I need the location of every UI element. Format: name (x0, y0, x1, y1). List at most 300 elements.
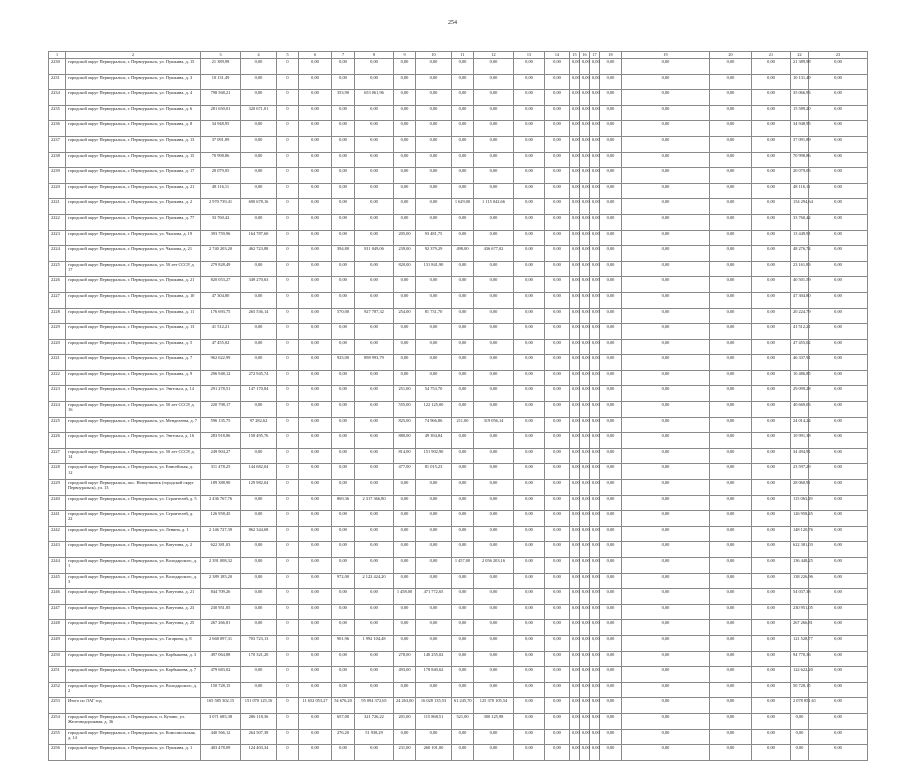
value-cell: 0,00 (514, 573, 545, 589)
value-cell: 0,00 (710, 682, 752, 698)
row-number-cell: 2246 (49, 589, 66, 605)
value-cell: 0,00 (752, 464, 791, 480)
value-cell: 0,00 (299, 308, 332, 324)
value-cell: 0 (277, 604, 299, 620)
value-cell: 0,00 (580, 698, 590, 714)
value-cell: 0,00 (710, 464, 752, 480)
value-cell: 0,00 (299, 292, 332, 308)
value-cell: 0,00 (580, 183, 590, 199)
value-cell: 23 161,83 (791, 261, 809, 277)
row-number-cell: 2235 (49, 105, 66, 121)
value-cell: 0,00 (710, 526, 752, 542)
value-cell: 0,00 (710, 183, 752, 199)
value-cell: 0,00 (545, 604, 570, 620)
table-row (49, 651, 868, 667)
value-cell: 0,00 (332, 745, 355, 761)
value-cell: 24 014,24 (791, 417, 809, 433)
value-cell: 0,00 (545, 230, 570, 246)
value-cell: 0,00 (710, 246, 752, 262)
value-cell: 972,00 (332, 573, 355, 589)
value-cell: 0,00 (809, 558, 868, 574)
value-cell: 0,00 (600, 105, 622, 121)
value-cell: 0,00 (514, 121, 545, 137)
value-cell: 0,00 (622, 651, 710, 667)
value-cell: 0,00 (622, 635, 710, 651)
value-cell: 0,00 (590, 136, 600, 152)
value-cell: 0,00 (752, 183, 791, 199)
column-number-cell: 1 (49, 52, 66, 59)
value-cell: 0,00 (545, 339, 570, 355)
value-cell: 0,00 (622, 214, 710, 230)
value-cell: 0 (277, 589, 299, 605)
value-cell: 0,00 (600, 620, 622, 636)
value-cell: 0,00 (452, 433, 474, 449)
value-cell: 0,00 (474, 526, 514, 542)
value-cell: 0,00 (809, 542, 868, 558)
value-cell: 230 951,05 (201, 604, 241, 620)
column-number-cell: 23 (809, 52, 868, 59)
value-cell: 0,00 (710, 667, 752, 683)
value-cell: 0,00 (600, 74, 622, 90)
address-cell: городской округ Первоуральск, г. Первоуральск, ул. Пушкина, д. 21 (66, 277, 201, 293)
value-cell: 0,00 (416, 105, 452, 121)
value-cell: 0,00 (600, 745, 622, 761)
table-row (49, 168, 868, 184)
value-cell: 0,00 (474, 121, 514, 137)
value-cell: 0,00 (394, 168, 416, 184)
value-cell: 0,00 (570, 230, 580, 246)
value-cell: 0,00 (622, 199, 710, 215)
value-cell: 0,00 (590, 277, 600, 293)
value-cell: 0,00 (545, 59, 570, 75)
value-cell: 0 (277, 105, 299, 121)
value-cell: 0,00 (580, 558, 590, 574)
value-cell: 0,00 (752, 495, 791, 511)
value-cell: 0,00 (600, 136, 622, 152)
value-cell: 0,00 (580, 651, 590, 667)
value-cell: 0,00 (752, 199, 791, 215)
value-cell: 0,00 (752, 667, 791, 683)
value-cell: 0,00 (452, 526, 474, 542)
value-cell: 0,00 (332, 199, 355, 215)
value-cell: 0,00 (570, 168, 580, 184)
value-cell: 0,00 (355, 121, 394, 137)
column-number-cell: 13 (514, 52, 545, 59)
value-cell: 0,00 (355, 105, 394, 121)
value-cell: 0,00 (809, 698, 868, 714)
value-cell: 70 998,86 (201, 152, 241, 168)
value-cell: 0,00 (570, 183, 580, 199)
row-number-cell: 2230 (49, 59, 66, 75)
value-cell: 291 278,51 (201, 386, 241, 402)
value-cell: 220 798,17 (201, 402, 241, 418)
value-cell: 61 245,70 (452, 698, 474, 714)
value-cell: 0,00 (570, 651, 580, 667)
value-cell: 0,00 (452, 168, 474, 184)
value-cell: 0,00 (394, 542, 416, 558)
value-cell: 0,00 (514, 480, 545, 496)
value-cell: 0,00 (514, 729, 545, 745)
value-cell: 0,00 (241, 152, 277, 168)
value-cell: 0,00 (622, 74, 710, 90)
value-cell: 0,00 (416, 682, 452, 698)
value-cell: 0,00 (514, 324, 545, 340)
value-cell: 0,00 (590, 246, 600, 262)
value-cell: 0,00 (752, 745, 791, 761)
value-cell: 300 125,98 (474, 713, 514, 729)
value-cell: 0,00 (474, 729, 514, 745)
value-cell: 0,00 (394, 199, 416, 215)
value-cell: 0 (277, 74, 299, 90)
value-cell: 0,00 (580, 480, 590, 496)
value-cell: 0,00 (600, 121, 622, 137)
value-cell: 95 094 372,65 (355, 698, 394, 714)
column-number-cell: 7 (332, 52, 355, 59)
value-cell: 0,00 (580, 542, 590, 558)
value-cell: 0,00 (545, 542, 570, 558)
value-cell: 0,00 (355, 370, 394, 386)
address-cell: городской округ Первоуральск, г. Первоуральск, ул. Пушкина, д. 13 (66, 136, 201, 152)
value-cell: 0,00 (710, 511, 752, 527)
value-cell: 0,00 (590, 339, 600, 355)
value-cell: 0,00 (299, 90, 332, 106)
value-cell: 320 671,01 (241, 105, 277, 121)
value-cell: 0,00 (600, 183, 622, 199)
value-cell: 0,00 (622, 183, 710, 199)
value-cell: 0,00 (452, 230, 474, 246)
value-cell: 0,00 (452, 620, 474, 636)
value-cell: 0,00 (416, 573, 452, 589)
value-cell: 0,00 (452, 573, 474, 589)
value-cell: 862 344,68 (241, 526, 277, 542)
value-cell: 0 (277, 199, 299, 215)
value-cell: 0,00 (752, 573, 791, 589)
value-cell: 493,00 (394, 667, 416, 683)
value-cell: 0,00 (394, 729, 416, 745)
value-cell: 0,00 (580, 433, 590, 449)
value-cell: 29 099,28 (791, 386, 809, 402)
value-cell: 0,00 (545, 480, 570, 496)
value-cell: 0,00 (809, 729, 868, 745)
value-cell: 0 (277, 698, 299, 714)
address-cell: городской округ Первоуральск, г. Первоуральск, ул. Ватутина, д. 25 (66, 620, 201, 636)
value-cell: 0,00 (241, 402, 277, 418)
value-cell: 0,00 (545, 90, 570, 106)
value-cell: 2 436 767,76 (201, 495, 241, 511)
value-cell: 0,00 (600, 682, 622, 698)
value-cell: 0,00 (570, 573, 580, 589)
value-cell: 0,00 (570, 339, 580, 355)
value-cell: 596 135,75 (201, 417, 241, 433)
value-cell: 0,00 (580, 355, 590, 371)
value-cell: 0,00 (809, 495, 868, 511)
value-cell: 50 728,15 (791, 682, 809, 698)
value-cell: 0,00 (580, 495, 590, 511)
value-cell: 140 255,02 (416, 651, 452, 667)
value-cell: 0,00 (452, 402, 474, 418)
value-cell: 0,00 (474, 230, 514, 246)
address-cell: Итого по ЛАГ год (66, 698, 201, 714)
value-cell: 0,00 (590, 417, 600, 433)
value-cell: 267 266,81 (791, 620, 809, 636)
value-cell: 0,00 (474, 464, 514, 480)
value-cell: 3 071 685,38 (201, 713, 241, 729)
value-cell: 0,00 (452, 261, 474, 277)
column-number-cell: 14 (545, 52, 570, 59)
value-cell: 0,00 (394, 152, 416, 168)
address-cell: городской округ Первоуральск, г. Первоуральск, ул. Пушкина, д. 3 (66, 74, 201, 90)
value-cell: 0,00 (710, 713, 752, 729)
value-cell: 0,00 (355, 324, 394, 340)
value-cell: 0,00 (570, 277, 580, 293)
column-number-cell: 2 (66, 52, 201, 59)
value-cell: 0,00 (600, 729, 622, 745)
value-cell: 0,00 (514, 604, 545, 620)
value-cell: 0,00 (545, 558, 570, 574)
value-cell: 0,00 (570, 464, 580, 480)
value-cell: 0,00 (299, 635, 332, 651)
value-cell: 0,00 (600, 589, 622, 605)
table-row (49, 74, 868, 90)
value-cell: 170 321,20 (241, 651, 277, 667)
table-row (49, 417, 868, 433)
value-cell: 0,00 (474, 90, 514, 106)
value-cell: 0,00 (809, 448, 868, 464)
value-cell: 0,00 (514, 464, 545, 480)
value-cell: 0 (277, 745, 299, 761)
value-cell: 0,00 (580, 745, 590, 761)
value-cell: 92 379,29 (416, 246, 452, 262)
value-cell: 0,00 (416, 214, 452, 230)
value-cell: 0,00 (590, 635, 600, 651)
value-cell: 690 678,16 (241, 199, 277, 215)
value-cell: 0,00 (809, 417, 868, 433)
row-number-cell: 2240 (49, 495, 66, 511)
value-cell: 0 (277, 183, 299, 199)
value-cell: 0 (277, 448, 299, 464)
value-cell: 0,00 (299, 246, 332, 262)
value-cell: 0,00 (791, 713, 809, 729)
value-cell: 0,00 (570, 589, 580, 605)
value-cell: 0,00 (474, 214, 514, 230)
value-cell: 0,00 (452, 542, 474, 558)
value-cell: 0,00 (332, 261, 355, 277)
value-cell: 0,00 (355, 199, 394, 215)
value-cell: 0,00 (622, 152, 710, 168)
value-cell: 0 (277, 713, 299, 729)
value-cell: 0,00 (710, 480, 752, 496)
value-cell: 0,00 (452, 511, 474, 527)
value-cell: 0,00 (474, 667, 514, 683)
value-cell: 436 677,02 (474, 246, 514, 262)
value-cell: 0,00 (580, 511, 590, 527)
value-cell: 0,00 (545, 355, 570, 371)
value-cell: 0,00 (570, 635, 580, 651)
value-cell: 2 740 203,20 (201, 246, 241, 262)
value-cell: 0,00 (590, 480, 600, 496)
value-cell: 820,00 (394, 261, 416, 277)
value-cell: 33 760,42 (201, 214, 241, 230)
value-cell: 126 958,45 (201, 511, 241, 527)
value-cell: 0,00 (514, 370, 545, 386)
value-cell: 0,00 (710, 121, 752, 137)
value-cell: 0,00 (590, 495, 600, 511)
value-cell: 0,00 (355, 402, 394, 418)
value-cell: 0,00 (355, 745, 394, 761)
value-cell: 471 772,65 (416, 589, 452, 605)
value-cell: 0,00 (545, 121, 570, 137)
value-cell: 0,00 (710, 324, 752, 340)
value-cell: 0,00 (590, 433, 600, 449)
value-cell: 0,00 (355, 589, 394, 605)
value-cell: 0,00 (299, 261, 332, 277)
value-cell: 0,00 (710, 370, 752, 386)
row-number-cell: 2250 (49, 651, 66, 667)
value-cell: 0,00 (394, 495, 416, 511)
column-number-cell: 15 (570, 52, 580, 59)
table-row (49, 230, 868, 246)
value-cell: 498,00 (452, 246, 474, 262)
value-cell: 0,00 (570, 698, 580, 714)
row-number-cell: 2254 (49, 713, 66, 729)
value-cell: 0,00 (600, 90, 622, 106)
value-cell: 0,00 (622, 121, 710, 137)
value-cell: 0,00 (452, 308, 474, 324)
value-cell: 0,00 (241, 74, 277, 90)
value-cell: 164 787,60 (241, 230, 277, 246)
value-cell: 0,00 (299, 136, 332, 152)
value-cell: 0,00 (241, 448, 277, 464)
column-number-cell: 3 (201, 52, 241, 59)
value-cell: 0,00 (570, 511, 580, 527)
value-cell: 0,00 (332, 604, 355, 620)
value-cell: 0,00 (241, 667, 277, 683)
value-cell: 0,00 (452, 370, 474, 386)
value-cell: 23 597,29 (791, 464, 809, 480)
value-cell: 0,00 (600, 214, 622, 230)
value-cell: 0,00 (416, 339, 452, 355)
value-cell: 0,00 (570, 121, 580, 137)
value-cell: 0,00 (600, 667, 622, 683)
value-cell: 0,00 (299, 573, 332, 589)
value-cell: 0,00 (710, 230, 752, 246)
value-cell: 0,00 (622, 433, 710, 449)
value-cell: 0,00 (416, 324, 452, 340)
table-row (49, 308, 868, 324)
table-row (49, 292, 868, 308)
value-cell: 0,00 (580, 199, 590, 215)
value-cell: 0,00 (600, 277, 622, 293)
value-cell: 0,00 (590, 745, 600, 761)
value-cell: 0,00 (570, 199, 580, 215)
row-number-cell: 2253 (49, 698, 66, 714)
value-cell: 0,00 (416, 90, 452, 106)
value-cell: 0,00 (474, 339, 514, 355)
value-cell: 0,00 (590, 698, 600, 714)
table-row (49, 448, 868, 464)
column-number-cell: 22 (791, 52, 809, 59)
value-cell: 0,00 (299, 152, 332, 168)
value-cell: 0,00 (514, 152, 545, 168)
column-number-cell: 18 (600, 52, 622, 59)
table-row (49, 573, 868, 589)
value-cell: 0,00 (580, 620, 590, 636)
table-row (49, 339, 868, 355)
row-number-cell: 2220 (49, 183, 66, 199)
value-cell: 0,00 (809, 214, 868, 230)
value-cell: 0,00 (570, 558, 580, 574)
table-row (49, 136, 868, 152)
value-cell: 0,00 (580, 729, 590, 745)
value-cell: 0,00 (600, 168, 622, 184)
value-cell: 0,00 (710, 168, 752, 184)
column-number-cell: 6 (299, 52, 332, 59)
value-cell: 0,00 (241, 542, 277, 558)
value-cell: 0,00 (752, 620, 791, 636)
value-cell: 0 (277, 402, 299, 418)
value-cell: 0,00 (622, 339, 710, 355)
value-cell: 0,00 (710, 308, 752, 324)
table-row (49, 105, 868, 121)
value-cell: 148 120,76 (791, 526, 809, 542)
value-cell: 0,00 (299, 495, 332, 511)
value-cell: 0,00 (580, 59, 590, 75)
table-row (49, 480, 868, 496)
value-cell: 0,00 (545, 620, 570, 636)
value-cell: 0,00 (514, 261, 545, 277)
value-cell: 0,00 (752, 136, 791, 152)
value-cell: 0,00 (545, 698, 570, 714)
value-cell: 622 381,03 (201, 542, 241, 558)
value-cell: 0,00 (622, 620, 710, 636)
value-cell: 0,00 (241, 511, 277, 527)
value-cell: 0,00 (545, 729, 570, 745)
column-number-cell: 10 (416, 52, 452, 59)
value-cell: 0,00 (809, 620, 868, 636)
value-cell: 0,00 (590, 682, 600, 698)
value-cell: 0,00 (514, 277, 545, 293)
value-cell: 0,00 (809, 121, 868, 137)
value-cell: 150 728,15 (201, 682, 241, 698)
value-cell: 0,00 (394, 324, 416, 340)
value-cell: 0,00 (590, 604, 600, 620)
value-cell: 0,00 (299, 745, 332, 761)
value-cell: 0,00 (580, 339, 590, 355)
value-cell: 0,00 (474, 620, 514, 636)
value-cell: 54 676,20 (332, 698, 355, 714)
value-cell: 0,00 (710, 698, 752, 714)
table-row (49, 261, 868, 277)
value-cell: 138 226,96 (791, 573, 809, 589)
value-cell: 0,00 (809, 230, 868, 246)
value-cell: 0,00 (710, 402, 752, 418)
value-cell: 0,00 (299, 526, 332, 542)
value-cell: 0,00 (752, 558, 791, 574)
address-cell: городской округ Первоуральск, г. Первоуральск, ул. Пушкина, д. 6 (66, 105, 201, 121)
value-cell: 0,00 (570, 90, 580, 106)
value-cell: 0,00 (600, 495, 622, 511)
value-cell: 0,00 (710, 635, 752, 651)
value-cell: 0,00 (545, 292, 570, 308)
table-row (49, 745, 868, 761)
value-cell: 230 951,05 (791, 604, 809, 620)
value-cell: 0,00 (452, 589, 474, 605)
value-cell: 0,00 (394, 292, 416, 308)
value-cell: 0,00 (452, 651, 474, 667)
value-cell: 0,00 (809, 277, 868, 293)
value-cell: 10 131,49 (791, 74, 809, 90)
value-cell: 2 146 727,39 (201, 526, 241, 542)
